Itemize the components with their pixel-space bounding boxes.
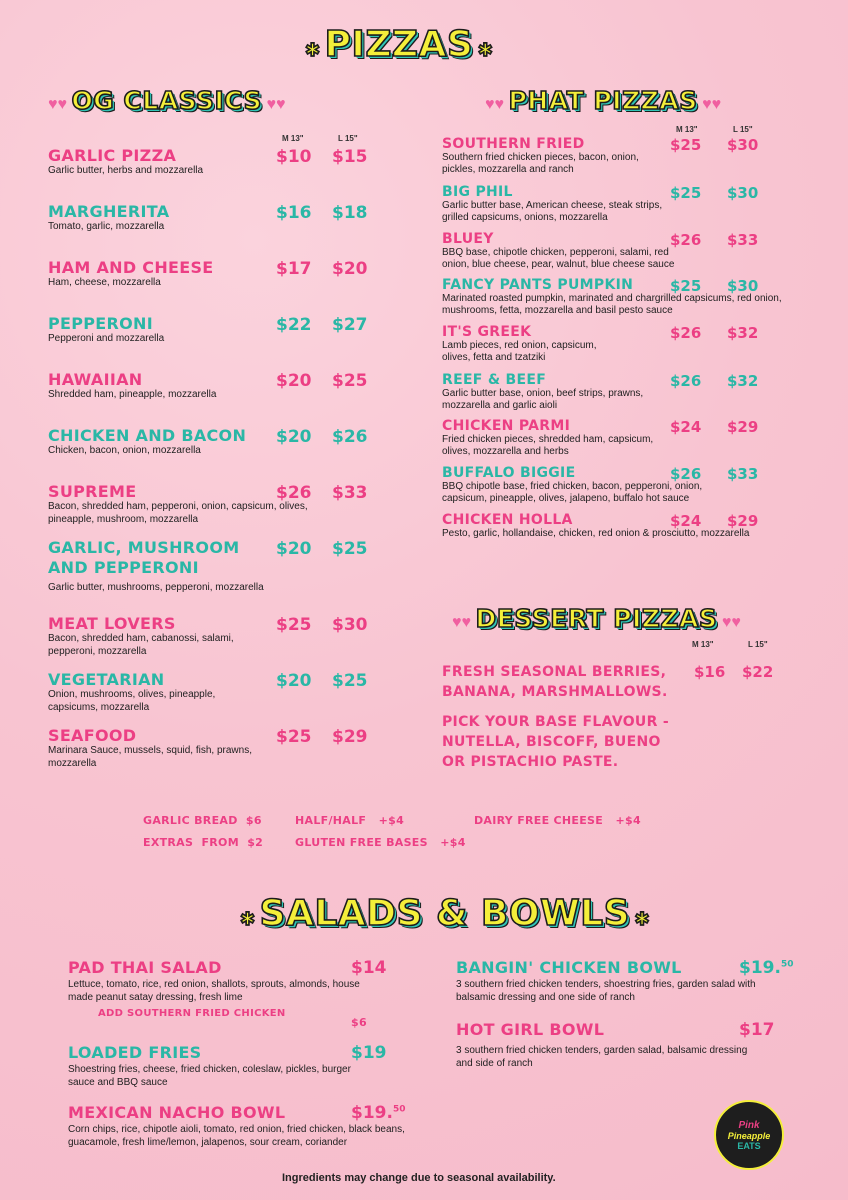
heart-icon: ♥♥ [485,96,504,113]
item-desc: Southern fried chicken pieces, bacon, onion, pickles, mozzarella and ranch [442,152,639,175]
item-desc: Chicken, bacon, onion, mozzarella [48,445,201,456]
extra-half-half [295,814,404,827]
phat-size-l: L 15" [733,125,753,134]
salads-title: SALADS & BOWLS [259,893,631,934]
item-desc: Ham, cheese, mozzarella [48,277,161,288]
price-m: $24 [670,512,702,530]
item-name: BUFFALO BIGGIE [442,465,576,481]
pizzas-title: PIZZAS [324,24,474,65]
item-name: SUPREME [48,482,137,501]
item-desc: Fried chicken pieces, shredded ham, capsicum, olives, mozzarella and herbs [442,434,654,457]
price-l: $20 [332,259,368,279]
salads-title-wrap [240,893,650,934]
list-item [48,370,378,402]
list-item [442,136,802,176]
heart-icon: ♥♥ [721,614,741,631]
price-m: $16 [276,203,312,223]
og-size-l: L 15" [338,134,358,143]
list-item [48,146,378,178]
list-item [442,465,802,505]
price-l: $33 [727,231,759,249]
price-cents: 50 [780,959,794,970]
item-desc: Bacon, shredded ham, cabanossi, salami, pepperoni, mozzarella [48,633,234,657]
item-name: MEAT LOVERS [48,614,176,633]
pizzas-title-wrap [305,24,493,65]
dessert-size-m: M 13" [692,640,714,649]
dessert-price-l: $22 [742,663,774,681]
list-item [48,726,378,770]
price-m: $26 [670,372,702,390]
item-name: BIG PHIL [442,184,513,200]
item-name: HOT GIRL BOWL [456,1020,605,1039]
dessert-price-m: $16 [694,663,726,681]
price-l: $25 [332,539,368,559]
extra-dairy-free [474,814,641,827]
item-desc: Garlic butter, mushrooms, pepperoni, mozzarella [48,582,264,593]
item-name: GARLIC PIZZA [48,146,177,165]
extra-garlic-bread [143,814,262,827]
dessert-pizzas-title: DESSERT PIZZAS [475,604,718,633]
footer-note: Ingredients may change due to seasonal availability. [282,1172,556,1184]
list-item [442,184,802,224]
price-l: $32 [727,324,759,342]
price-m: $26 [670,465,702,483]
logo-text: Pineapple [727,1130,771,1141]
item-desc: Tomato, garlic, mozzarella [48,221,165,232]
price-l: $30 [727,277,759,295]
price: $19 [351,1043,387,1063]
price-dollars: $19. [351,1103,393,1123]
price-m: $20 [276,427,312,447]
list-item [48,258,378,290]
extra-price: +$4 [615,814,641,827]
star-icon: ✱ [634,909,650,929]
item-name: FANCY PANTS PUMPKIN [442,277,634,293]
price-cents: 50 [392,1104,406,1115]
price-l: $25 [332,671,368,691]
extra-label: GARLIC BREAD [143,814,238,827]
list-item [442,372,802,412]
extra-extras-from [143,836,263,849]
dessert-line: FRESH SEASONAL BERRIES, [442,664,667,680]
item-desc: Marinated roasted pumpkin, marinated and chargrilled capsicums, red onion, mushrooms, fetta, mozzarella and basil pesto sauce [442,293,782,316]
price-l: $33 [727,465,759,483]
list-item [442,231,802,271]
item-desc: Marinara Sauce, mussels, squid, fish, prawns, mozzarella [48,745,252,769]
list-item [48,538,378,595]
item-desc: Pepperoni and mozzarella [48,333,165,344]
price-l: $30 [727,136,759,154]
dessert-size-l: L 15" [748,640,768,649]
extra-label: EXTRAS FROM [143,836,239,849]
extra-label: DAIRY FREE CHEESE [474,814,604,827]
item-desc: Pesto, garlic, hollandaise, chicken, red onion & prosciutto, mozzarella [442,528,750,539]
list-item [48,314,378,346]
dessert-description [442,662,669,772]
price-l: $29 [727,512,759,530]
price-m: $25 [670,277,702,295]
price-l: $30 [727,184,759,202]
extra-price: +$4 [440,836,466,849]
list-item [442,512,802,540]
price-m: $26 [670,231,702,249]
item-name: BLUEY [442,231,494,247]
list-item [48,482,378,526]
star-icon: ✱ [240,909,256,929]
price-m: $20 [276,671,312,691]
list-item [68,1043,398,1089]
item-desc: BBQ base, chipotle chicken, pepperoni, salami, red onion, blue cheese, pear, walnut, blue cheese sauce [442,247,675,270]
logo-text: EATS [737,1140,761,1151]
item-name: REEF & BEEF [442,372,547,388]
list-item [442,418,802,458]
item-desc: BBQ chipotle base, fried chicken, bacon, pepperoni, onion, capsicum, pineapple, olives, jalapeno, buffalo hot sauce [442,481,703,504]
item-desc: Garlic butter, herbs and mozzarella [48,165,204,176]
price: $17 [739,1020,775,1040]
price-l: $30 [332,615,368,635]
phat-size-m: M 13" [676,125,698,134]
dessert-pizzas-header [452,604,741,633]
item-desc: Lettuce, tomato, rice, red onion, shallots, sprouts, almonds, house made peanut satay dressing, fresh lime [68,979,360,1003]
item-name: MARGHERITA [48,202,170,221]
price-m: $26 [670,324,702,342]
item-name: SOUTHERN FRIED [442,136,585,152]
list-item [48,614,378,658]
price-l: $25 [332,371,368,391]
price-m: $25 [670,184,702,202]
extra-label: GLUTEN FREE BASES [295,836,428,849]
item-name: MEXICAN NACHO BOWL [68,1103,286,1122]
dessert-line: NUTELLA, BISCOFF, BUENO [442,734,661,750]
dessert-line: OR PISTACHIO PASTE. [442,754,619,770]
price-l: $29 [727,418,759,436]
price [739,958,793,978]
og-size-m: M 13" [282,134,304,143]
list-item [442,277,802,317]
price [351,1103,405,1123]
heart-icon: ♥♥ [452,614,471,631]
phat-pizzas-header [485,86,721,115]
pineapple-logo [714,1100,784,1170]
list-item [456,1020,796,1070]
item-desc: 3 southern fried chicken tenders, garden salad, balsamic dressing and side of ranch [456,1045,748,1069]
dessert-line: BANANA, MARSHMALLOWS. [442,684,668,700]
price-m: $24 [670,418,702,436]
item-desc: 3 southern fried chicken tenders, shoestring fries, garden salad with balsamic dressing and one side of ranch [456,979,756,1003]
list-item [48,202,378,234]
price-l: $29 [332,727,368,747]
extra-price: +$4 [378,814,405,827]
dessert-line: PICK YOUR BASE FLAVOUR - [442,714,669,730]
price-l: $33 [332,483,368,503]
price-m: $25 [670,136,702,154]
price-l: $32 [727,372,759,390]
item-name: HAM AND CHEESE [48,258,214,277]
item-name: SEAFOOD [48,726,137,745]
item-name: LOADED FRIES [68,1043,202,1062]
list-item [48,670,378,714]
list-item [48,426,378,458]
item-desc: Shredded ham, pineapple, mozzarella [48,389,217,400]
price-m: $10 [276,147,312,167]
item-name: CHICKEN PARMI [442,418,571,434]
item-desc: Shoestring fries, cheese, fried chicken, coleslaw, pickles, burger sauce and BBQ sauce [68,1064,351,1088]
price-dollars: $19. [739,958,781,978]
item-name: VEGETARIAN [48,670,165,689]
extra-gluten-free [295,836,466,849]
og-classics-title: OG CLASSICS [71,86,263,115]
price-m: $20 [276,371,312,391]
list-item [456,958,796,1004]
star-icon: ✱ [305,40,321,60]
heart-icon: ♥♥ [48,96,67,113]
logo-text: Pink [738,1119,760,1131]
heart-icon: ♥♥ [702,96,722,113]
item-desc: Garlic butter base, onion, beef strips, prawns, mozzarella and garlic aioli [442,388,644,411]
item-desc: Corn chips, rice, chipotle aioli, tomato, red onion, fried chicken, black beans, guacamole, fresh lime/lemon, jalapenos, sour cream, coriander [68,1124,405,1148]
list-item [68,958,398,1029]
item-name: CHICKEN AND BACON [48,426,247,445]
price-m: $22 [276,315,312,335]
item-name: PAD THAI SALAD [68,958,222,977]
extra-price: $2 [247,836,264,849]
item-name: IT'S GREEK [442,324,532,340]
price-l: $26 [332,427,368,447]
item-name: GARLIC, MUSHROOM AND PEPPERONI [48,538,240,577]
item-name: BANGIN' CHICKEN BOWL [456,958,682,977]
price-l: $18 [332,203,368,223]
extra-label: HALF/HALF [295,814,367,827]
addon-price: $6 [351,1016,367,1029]
item-desc: Onion, mushrooms, olives, pineapple, capsicums, mozzarella [48,689,216,713]
item-desc: Bacon, shredded ham, pepperoni, onion, capsicum, olives, pineapple, mushroom, mozzarella [48,501,308,525]
price-m: $20 [276,539,312,559]
item-name: CHICKEN HOLLA [442,512,573,528]
price-m: $25 [276,727,312,747]
price-l: $27 [332,315,368,335]
price-m: $25 [276,615,312,635]
item-desc: Lamb pieces, red onion, capsicum, olives, fetta and tzatziki [442,340,597,363]
price-m: $26 [276,483,312,503]
addon-label: ADD SOUTHERN FRIED CHICKEN [98,1008,286,1019]
star-icon: ✱ [477,40,493,60]
item-desc: Garlic butter base, American cheese, steak strips, grilled capsicums, onions, mozzarella [442,200,663,223]
price-m: $17 [276,259,312,279]
phat-pizzas-title: PHAT PIZZAS [508,86,698,115]
heart-icon: ♥♥ [266,96,286,113]
extra-price: $6 [245,814,262,827]
item-name: PEPPERONI [48,314,154,333]
og-classics-header [48,86,286,115]
price-l: $15 [332,147,368,167]
list-item [68,1103,418,1149]
price: $14 [351,958,387,978]
list-item [442,324,802,364]
item-name: HAWAIIAN [48,370,143,389]
